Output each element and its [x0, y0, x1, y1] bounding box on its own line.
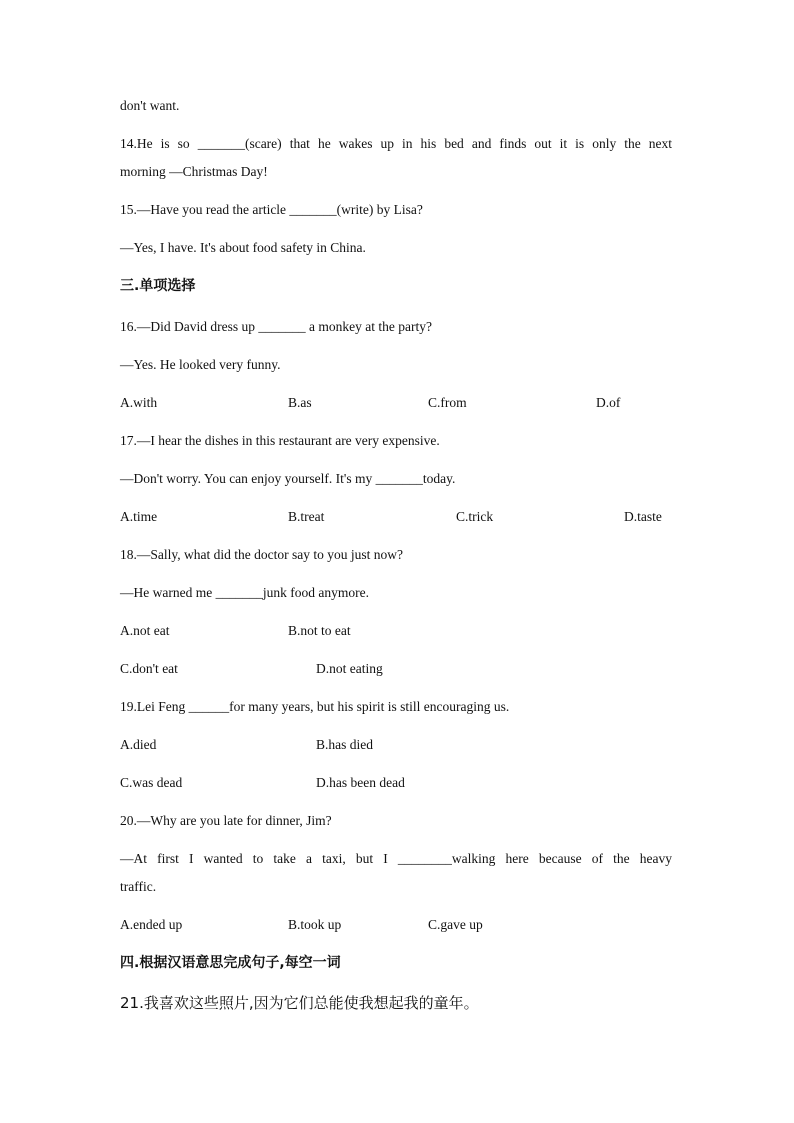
section-3-heading: 三.单项选择 — [120, 278, 196, 294]
question-20-text: 20.—Why are you late for dinner, Jim? — [120, 813, 332, 828]
question-15-answer: —Yes, I have. It's about food safety in China. — [120, 240, 366, 255]
option-18-b: B.not to eat — [288, 623, 351, 638]
question-14-text: 14.He is so _______(scare) that he wakes up in his bed and finds out it is only the next — [120, 136, 672, 151]
question-20-reply-cont: traffic. — [120, 879, 157, 894]
option-16-d: D.of — [596, 395, 621, 410]
option-16-a: A.with — [120, 395, 158, 410]
question-18-text: 18.—Sally, what did the doctor say to you just now? — [120, 547, 403, 562]
question-17-reply: —Don't worry. You can enjoy yourself. It's my _______today. — [120, 471, 456, 486]
question-18-reply: —He warned me _______junk food anymore. — [120, 585, 369, 600]
option-17-b: B.treat — [288, 509, 325, 524]
option-17-c: C.trick — [456, 509, 494, 524]
question-21-text: 21.我喜欢这些照片,因为它们总能使我想起我的童年。 — [120, 994, 479, 1012]
option-17-a: A.time — [120, 509, 158, 524]
question-16-reply: —Yes. He looked very funny. — [120, 357, 281, 372]
section-4-heading: 四.根据汉语意思完成句子,每空一词 — [120, 955, 341, 971]
option-19-b: B.has died — [316, 737, 373, 752]
question-16-text: 16.—Did David dress up _______ a monkey at the party? — [120, 319, 432, 334]
option-16-c: C.from — [428, 395, 467, 410]
question-17-text: 17.—I hear the dishes in this restaurant are very expensive. — [120, 433, 440, 448]
option-16-b: B.as — [288, 395, 312, 410]
option-20-a: A.ended up — [120, 917, 183, 932]
text-line: don't want. — [120, 98, 180, 113]
option-18-d: D.not eating — [316, 661, 383, 676]
option-17-d: D.taste — [624, 509, 662, 524]
option-18-c: C.don't eat — [120, 661, 178, 676]
question-15-text: 15.—Have you read the article _______(write) by Lisa? — [120, 202, 423, 217]
question-20-reply: —At first I wanted to take a taxi, but I ________walking here because of the heavy — [120, 851, 672, 866]
option-20-b: B.took up — [288, 917, 342, 932]
option-19-d: D.has been dead — [316, 775, 405, 790]
option-19-c: C.was dead — [120, 775, 183, 790]
question-14-text-cont: morning —Christmas Day! — [120, 164, 268, 179]
option-19-a: A.died — [120, 737, 157, 752]
question-19-text: 19.Lei Feng ______for many years, but his spirit is still encouraging us. — [120, 699, 510, 714]
option-18-a: A.not eat — [120, 623, 170, 638]
option-20-c: C.gave up — [428, 917, 483, 932]
